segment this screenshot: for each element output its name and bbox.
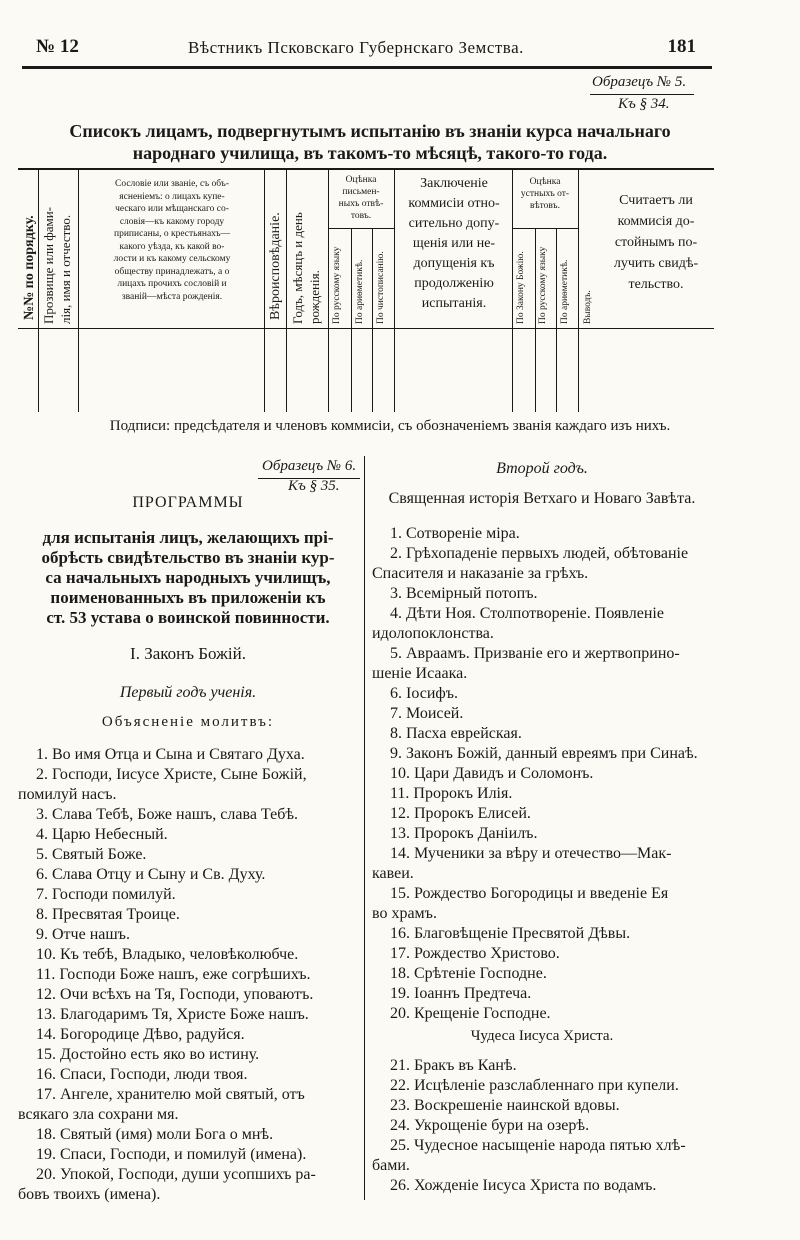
list-title: [18, 120, 722, 164]
list-item: 15. Рождество Богородицы и введеніе Ея: [390, 885, 669, 902]
col-estate-line: какого уѣзда, къ какой во-: [119, 241, 225, 252]
written-sub-penmanship: По чистописанію.: [376, 251, 386, 324]
list-item: 14. Богородице Дѣво, радуйся.: [36, 1026, 245, 1043]
list-item: 13. Пророкъ Даніилъ.: [390, 825, 538, 842]
list-item: 1. Сотвореніе міра.: [390, 525, 520, 542]
signatures-note: Подписи: предсѣдателя и членовъ коммисіи, съ обозначеніемъ званія каждаго изъ нихъ.: [109, 418, 671, 434]
list-item: 23. Воскрешеніе наинской вдовы.: [390, 1097, 620, 1114]
list-item: 26. Хожденіе Іисуса Христа по водамъ.: [390, 1177, 657, 1194]
programs-subtitle: [18, 528, 358, 628]
miracles-heading: Чудеса Іисуса Христа.: [470, 1028, 614, 1044]
conclusion-line: коммисіи отно-: [408, 196, 500, 211]
conclusion-line: щенія или не-: [412, 236, 496, 251]
list-item: 3. Слава Тебѣ, Боже нашъ, слава Тебѣ.: [36, 806, 299, 823]
list-item: 18. Срѣтеніе Господне.: [390, 965, 547, 982]
oral-header: [513, 176, 577, 212]
oral-header-line: Оцѣнка: [529, 177, 561, 187]
col-estate-line: Сословіе или званіе, съ объ-: [115, 179, 229, 189]
section-heading: I. Законъ Божій.: [130, 644, 246, 663]
list-item: 11. Пророкъ Илія.: [390, 785, 513, 802]
list-item: шеніе Исаака.: [372, 665, 468, 682]
register-table: [18, 168, 714, 412]
conclusion-header: [396, 174, 512, 314]
col-number-header: №№ по порядку.: [22, 215, 37, 320]
list-item: 20. Упокой, Господи, души усопшихъ ра-: [36, 1166, 316, 1183]
written-sub-arithmetic: По ариѳметикѣ.: [355, 259, 365, 324]
list-item: 12. Очи всѣхъ на Тя, Господи, уповаютъ.: [36, 986, 314, 1003]
year1-heading: Первый годъ ученія.: [119, 684, 257, 701]
conclusion-line: сительно допу-: [408, 216, 500, 231]
list-item: 19. Іоаннъ Предтеча.: [390, 985, 532, 1002]
col-birth-line: Годъ, мѣсяцъ и день: [290, 212, 305, 324]
list-item: 18. Святый (имя) моли Бога о мнѣ.: [36, 1126, 274, 1143]
list-item: 8. Пресвятая Троице.: [36, 906, 180, 923]
oral-sub-arithmetic: По ариѳметикѣ.: [560, 259, 570, 324]
programs-heading: ПРОГРАММЫ: [132, 494, 244, 511]
oral-sub-result: Выводъ.: [583, 290, 593, 324]
list-item: 9. Отче нашъ.: [36, 926, 130, 943]
year2-heading: Второй годъ.: [496, 460, 588, 477]
list-item: кавеи.: [372, 865, 414, 882]
list-item: 25. Чудесное насыщеніе народа пятью хлѣ-: [390, 1137, 686, 1154]
written-header-line: ныхъ отвѣ-: [338, 199, 384, 209]
list-item: всякаго зла сохрани мя.: [18, 1106, 179, 1123]
list-item: 15. Достойно есть яко во истину.: [36, 1046, 260, 1063]
sample5-label: Образецъ № 5.: [592, 74, 687, 90]
list-item: 9. Законъ Божій, данный евреямъ при Синаѣ.: [390, 745, 698, 762]
oral-header-line: вѣтовъ.: [530, 201, 560, 211]
col-birth-line: рожденія.: [307, 270, 322, 324]
list-item: 4. Дѣти Ноя. Столпотвореніе. Появленіе: [390, 605, 664, 622]
oral-sub-russian: По русскому языку: [538, 246, 548, 324]
col-estate-line: званій—мѣста рожденія.: [121, 291, 223, 302]
list-title-line: народнаго училища, въ такомъ-то мѣсяцѣ, такого-то года.: [132, 143, 608, 163]
prayers-list: [18, 745, 360, 1205]
col-estate-line: обществу принадлежатъ, а о: [114, 266, 230, 277]
written-header: [329, 174, 393, 222]
conclusion-line: продолженію: [414, 276, 494, 291]
column-divider: [364, 456, 365, 1200]
col-religion-header: Вѣроисповѣданіе.: [268, 212, 283, 320]
list-item: 11. Господи Боже нашъ, еже согрѣшихъ.: [36, 966, 311, 983]
history-list: [372, 524, 716, 1024]
list-item: 22. Исцѣленіе разслабленнаго при купели.: [390, 1077, 679, 1094]
deserving-line: стойнымъ по-: [614, 235, 698, 250]
list-title-line: Списокъ лицамъ, подвергнутымъ испытанію въ знаніи курса начальнаго: [69, 121, 671, 141]
list-item: 16. Спаси, Господи, люди твоя.: [36, 1066, 248, 1083]
list-item: 6. Іосифъ.: [390, 685, 459, 702]
list-item: 12. Пророкъ Елисей.: [390, 805, 531, 822]
list-item: 5. Авраамъ. Призваніе его и жертвоприно-: [390, 645, 680, 662]
col-estate-line: ясненіемъ: о лицахъ купе-: [119, 191, 225, 202]
list-item: 17. Рождество Христово.: [390, 945, 560, 962]
list-item: 6. Слава Отцу и Сыну и Св. Духу.: [36, 866, 266, 883]
list-item: бовъ твоихъ (имена).: [18, 1186, 161, 1203]
written-sub-russian: По русскому языку: [332, 246, 342, 324]
list-item: 10. Цари Давидъ и Соломонъ.: [390, 765, 594, 782]
list-item: 24. Укрощеніе бури на озерѣ.: [390, 1117, 590, 1134]
deserving-line: коммисія до-: [617, 214, 695, 229]
miracles-list: [372, 1056, 716, 1196]
deserving-line: тельство.: [628, 277, 684, 292]
list-item: Спасителя и наказаніе за грѣхъ.: [372, 565, 589, 582]
col-estate-line: ческаго или мѣщанскаго со-: [115, 204, 229, 214]
list-item: 1. Во имя Отца и Сына и Святаго Духа.: [36, 746, 305, 763]
list-item: 3. Всемірный потопъ.: [390, 585, 538, 602]
programs-subtitle-line: поименованныхъ въ приложеніи къ: [50, 588, 326, 607]
list-item: 16. Благовѣщеніе Пресвятой Дѣвы.: [390, 925, 631, 942]
list-item: 14. Мученики за вѣру и отечество—Мак-: [390, 845, 672, 862]
list-item: во храмъ.: [372, 905, 437, 922]
oral-sub-law: По Закону Божію.: [516, 251, 526, 324]
programs-subtitle-line: для испытанія лицъ, желающихъ прі-: [42, 528, 334, 547]
prayers-heading: Объясненіе молитвъ:: [101, 714, 275, 730]
page-number: 181: [667, 36, 696, 57]
written-header-line: товъ.: [350, 211, 372, 221]
col-estate-line: лости и къ какому сельскому: [113, 254, 231, 264]
sample6-label: Образецъ № 6.: [262, 458, 357, 474]
list-item: 10. Къ тебѣ, Владыко, человѣколюбче.: [36, 946, 299, 963]
list-item: 5. Святый Боже.: [36, 846, 147, 863]
programs-subtitle-line: ст. 53 устава о воинской повинности.: [46, 608, 330, 627]
col-name-header: [40, 207, 74, 324]
list-item: бами.: [372, 1157, 410, 1174]
list-item: 19. Спаси, Господи, и помилуй (имена).: [36, 1146, 307, 1163]
sample5-ref: Къ § 34.: [618, 96, 670, 112]
list-item: 13. Благодаримъ Тя, Христе Боже нашъ.: [36, 1006, 309, 1023]
year2-subheading: Священная исторія Ветхаго и Новаго Завѣта.: [388, 490, 696, 507]
list-item: 20. Крещеніе Господне.: [390, 1005, 551, 1022]
programs-subtitle-line: обрѣсть свидѣтельство въ знаніи кур-: [41, 548, 335, 567]
list-item: 17. Ангеле, хранителю мой святый, отъ: [36, 1086, 305, 1103]
journal-title: Вѣстникъ Псковскаго Губернскаго Земства.: [188, 38, 524, 57]
running-header: [36, 36, 696, 64]
conclusion-line: Заключеніе: [420, 176, 488, 191]
col-name-line: лія, имя и отчество.: [58, 214, 73, 324]
deserving-line: Считаетъ ли: [619, 193, 693, 208]
list-item: 21. Бракъ въ Канѣ.: [390, 1057, 517, 1074]
oral-header-line: устныхъ от-: [520, 189, 570, 199]
col-estate-line: словія—къ какому городу: [119, 216, 225, 227]
list-item: помилуй насъ.: [18, 786, 117, 803]
col-name-line: Прозвище или фами-: [41, 206, 56, 324]
header-rule: [22, 66, 712, 69]
issue-number: № 12: [36, 36, 79, 57]
col-estate-header: [80, 178, 264, 303]
sample5-rule: [590, 94, 694, 95]
col-birth-header: [289, 212, 323, 324]
sample6-ref: Къ § 35.: [288, 478, 340, 494]
written-header-line: письмен-: [342, 187, 380, 197]
list-item: 7. Моисей.: [390, 705, 464, 722]
list-item: 4. Царю Небесный.: [36, 826, 168, 843]
deserving-line: лучить свидѣ-: [613, 256, 699, 271]
list-item: 8. Пасха еврейская.: [390, 725, 522, 742]
col-estate-line: лицахъ прочихъ сословій и: [117, 279, 227, 289]
list-item: идолопоклонства.: [372, 625, 494, 642]
list-item: 2. Грѣхопаденіе первыхъ людей, обѣтованіе: [390, 545, 689, 562]
conclusion-line: испытанія.: [421, 296, 487, 311]
list-item: 2. Господи, Іисусе Христе, Сыне Божій,: [36, 766, 307, 783]
programs-subtitle-line: са начальныхъ народныхъ училищъ,: [45, 568, 331, 587]
col-estate-line: приписаны, о крестьянахъ—: [114, 229, 230, 239]
conclusion-line: допущенія къ: [413, 256, 495, 271]
written-header-line: Оцѣнка: [345, 175, 377, 185]
deserving-header: [600, 190, 712, 295]
list-item: 7. Господи помилуй.: [36, 886, 176, 903]
